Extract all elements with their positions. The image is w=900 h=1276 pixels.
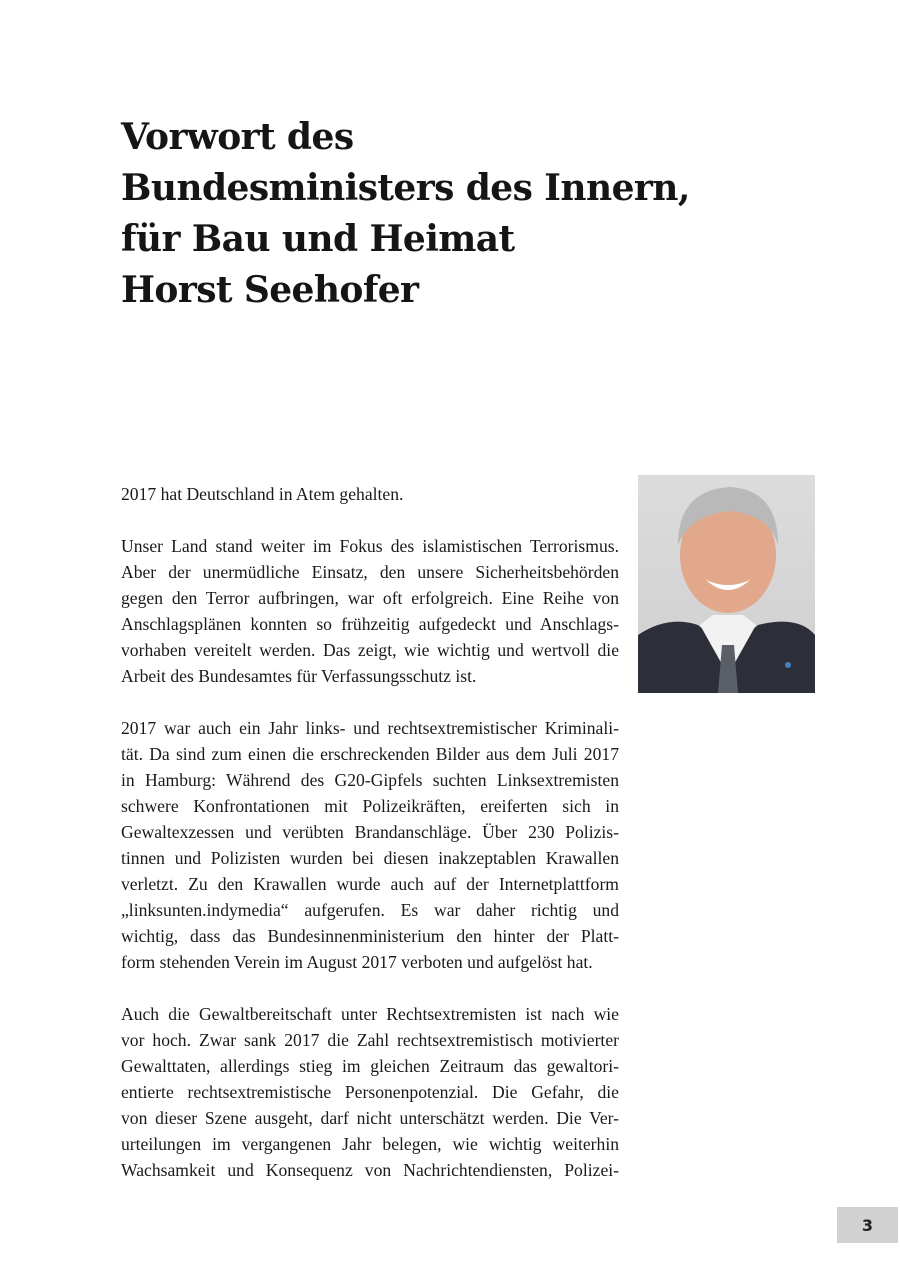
text-line: tät. Da sind zum einen die erschreckenden Bilder aus dem Juli 2017 [121, 744, 619, 764]
text-line: „linksunten.indymedia“ aufgerufen. Es war daher richtig und [121, 900, 619, 920]
body-text [121, 481, 619, 1209]
text-line: Gewaltexzessen und verübten Brandanschläge. Über 230 Polizis- [121, 822, 619, 842]
text-line: Gewalttaten, allerdings stieg im gleichen Zeitraum das gewaltori- [121, 1056, 619, 1076]
title-line: Bundesministers des Innern, [121, 167, 690, 209]
text-line: Unser Land stand weiter im Fokus des islamistischen Terrorismus. [121, 536, 619, 556]
text-line: von dieser Szene ausgeht, darf nicht unterschätzt werden. Die Ver- [121, 1108, 619, 1128]
text-line: Auch die Gewaltbereitschaft unter Rechtsextremisten ist nach wie [121, 1004, 619, 1024]
text-line: form stehenden Verein im August 2017 verboten und aufgelöst hat. [121, 952, 593, 972]
text-line: Wachsamkeit und Konsequenz von Nachrichtendiensten, Polizei- [121, 1160, 619, 1180]
paragraph [121, 1001, 619, 1183]
text-line: 2017 war auch ein Jahr links- und rechtsextremistischer Kriminali- [121, 718, 619, 738]
title-line: Vorwort des [121, 116, 354, 158]
paragraph [121, 481, 619, 507]
title-line: für Bau und Heimat [121, 218, 515, 260]
paragraph [121, 533, 619, 689]
text-line: 2017 hat Deutschland in Atem gehalten. [121, 484, 404, 504]
text-line: urteilungen im vergangenen Jahr belegen, wie wichtig weiterhin [121, 1134, 619, 1154]
text-line: tinnen und Polizisten wurden bei diesen inakzeptablen Krawallen [121, 848, 619, 868]
text-line: Arbeit des Bundesamtes für Verfassungsschutz ist. [121, 666, 477, 686]
portrait-photo [638, 475, 815, 693]
text-line: Aber der unermüdliche Einsatz, den unsere Sicherheitsbehörden [121, 562, 619, 582]
text-line: schwere Konfrontationen mit Polizeikräften, ereiferten sich in [121, 796, 619, 816]
text-line: vorhaben vereitelt werden. Das zeigt, wie wichtig und wertvoll die [121, 640, 619, 660]
text-line: verletzt. Zu den Krawallen wurde auch auf der Internetplattform [121, 874, 619, 894]
text-line: gegen den Terror aufbringen, war oft erfolgreich. Eine Reihe von [121, 588, 619, 608]
text-line: wichtig, dass das Bundesinnenministerium den hinter der Platt- [121, 926, 619, 946]
text-line: entierte rechtsextremistische Personenpotenzial. Die Gefahr, die [121, 1082, 619, 1102]
text-line: Anschlagsplänen konnten so frühzeitig aufgedeckt und Anschlags- [121, 614, 619, 634]
page-title [121, 112, 690, 316]
title-line: Horst Seehofer [121, 269, 419, 311]
text-line: vor hoch. Zwar sank 2017 die Zahl rechtsextremistisch motivierter [121, 1030, 619, 1050]
page-number: 3 [837, 1207, 898, 1243]
text-line: in Hamburg: Während des G20-Gipfels suchten Linksextremisten [121, 770, 619, 790]
paragraph [121, 715, 619, 975]
